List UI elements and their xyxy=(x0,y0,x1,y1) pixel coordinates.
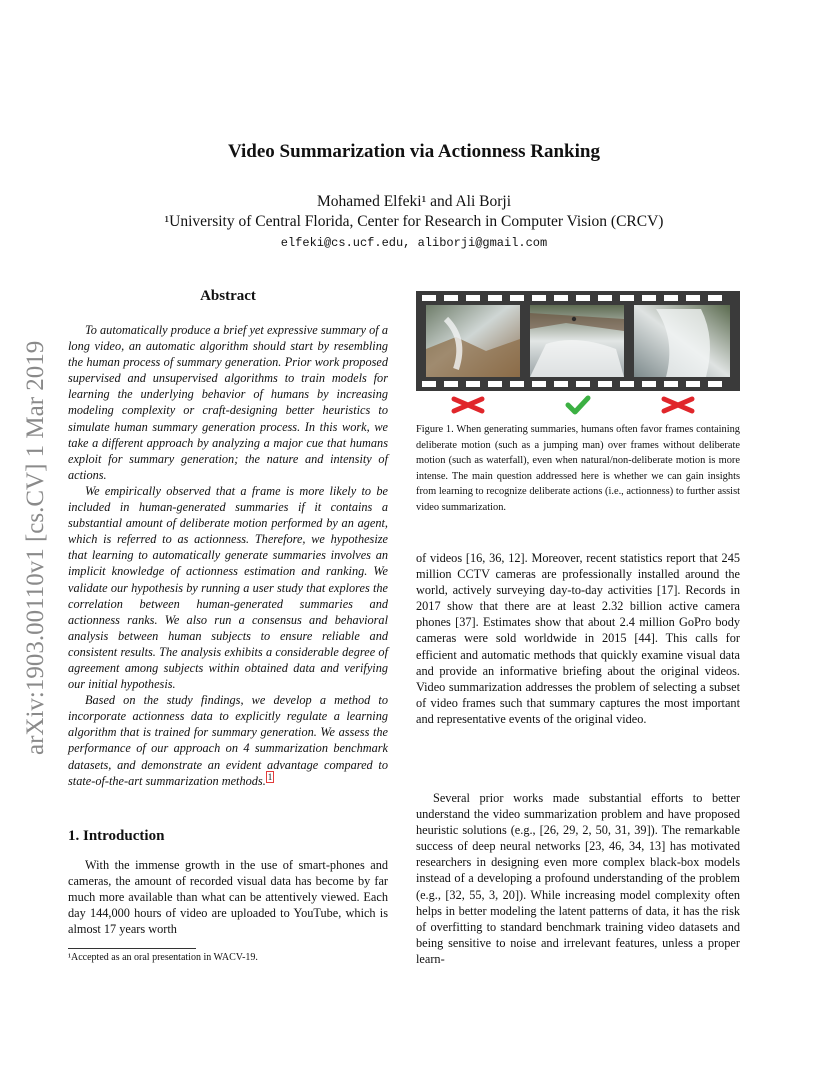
intro-paragraph: With the immense growth in the use of smart-phones and cameras, the amount of recorded visual data has become by far much more available than what can be attentively viewed. Each day 144,000 hours of video are uploaded to YouTube, which is almost 17 years worth xyxy=(68,858,388,937)
arxiv-stamp: arXiv:1903.00110v1 [cs.CV] 1 Mar 2019 xyxy=(22,340,49,755)
abstract-paragraph-text: Based on the study findings, we develop a method to incorporate actionness data to explicitly regulate a learning algorithm that is trained for summary generation. We assess the performance of our approach on 4 summarization benchmark datasets, and demonstrate an evident advantage compared to state-of-the-art summarization methods. xyxy=(68,693,388,788)
figure-1-filmstrip xyxy=(416,289,740,419)
abstract-paragraph: To automatically produce a brief yet expressive summary of a long video, an automatic algorithm should start by resembling the human process of summary generation. Prior work proposed supervised and unsupervised algorithms to train models for learning the underlying behavior of humans by increasing modeling complexity or craft-designing better heuristics to simulate human summary generation process. In this work, we take a different approach by analyzing a major cue that humans exploit for summary generation; the nature and intensity of actions. xyxy=(68,323,388,482)
figure-1-caption: Figure 1. When generating summaries, humans often favor frames containing deliberate motion (such as a jumping man) over frames without deliberate motion (such as waterfall), even when natural/non-deliberate motion is more intense. The main question addressed here is whether we can gain insights from learning to recognize deliberate actions (i.e., actionness) to further assist video summarization. xyxy=(416,424,740,513)
abstract-paragraph xyxy=(68,692,388,789)
footnote: ¹Accepted as an oral presentation in WACV-19. xyxy=(68,952,258,963)
footnote-link[interactable]: 1 xyxy=(267,771,273,782)
abstract-heading: Abstract xyxy=(200,288,256,304)
paper-title: Video Summarization via Actionness Ranking xyxy=(228,141,600,162)
section-heading-introduction: 1. Introduction xyxy=(68,828,165,844)
body-paragraph: Several prior works made substantial efforts to better understand the video summarization problem and have proposed heuristic solutions (e.g., [26, 29, 2, 50, 31, 39]). The remarkable success of deep neural networks [23, 46, 34, 13] has motivated researchers in designing even more complex black-box models instead of a developing a profound understanding of the problem (e.g., [32, 55, 3, 20]). While increasing model complexity often helps in better modeling the latent patterns of data, it has the risk of overfitting to standard benchmark training video datasets and being sensitive to noise and irrelevant features, unless a proper learn- xyxy=(416,791,740,966)
abstract-paragraph: We empirically observed that a frame is more likely to be included in human-generated summaries if it contains a substantial amount of deliberate motion performed by an agent, which is referred to as actionness. Therefore, we hypothesize that learning to automatically generate summaries involves an implicit knowledge of actionness estimation and ranking. We validate our hypothesis by running a user study that explores the correlation between human-generated summaries and actionness ranks. We also run a consensus and behavioral analysis between human subjects to ensure reliable and consistent results. The analysis exhibits a considerable degree of agreement among subjects within obtained data and verifying our initial hypothesis. xyxy=(68,483,388,692)
affiliation: ¹University of Central Florida, Center for Research in Computer Vision (CRCV) xyxy=(164,213,664,230)
right-column-paragraph-1 xyxy=(416,550,740,727)
introduction-body xyxy=(68,857,388,937)
right-column-paragraph-2 xyxy=(416,790,740,967)
cross-icon xyxy=(454,399,482,411)
abstract-body xyxy=(68,322,388,789)
check-icon xyxy=(568,398,588,412)
cross-icon xyxy=(664,399,692,411)
authors: Mohamed Elfeki¹ and Ali Borji xyxy=(316,193,512,210)
body-paragraph: of videos [16, 36, 12]. Moreover, recent statistics report that 245 million CCTV cameras are professionally installed around the world, actively surveying day-to-day activities [17]. Records in 2017 show that there are at least 2.32 billion active camera phones [37]. Estimates show that about 2.4 million GoPro body cameras were sold worldwide in 2015 [44]. This calls for efficient and automatic methods that quickly examine visual data and provide an informative briefing about the original videos. Video summarization addresses the problem of selecting a subset of video frames such that summary captures the most important and representative events of the original video. xyxy=(416,551,740,726)
footnote-divider xyxy=(68,948,196,949)
emails: elfeki@cs.ucf.edu, aliborji@gmail.com xyxy=(280,236,548,250)
